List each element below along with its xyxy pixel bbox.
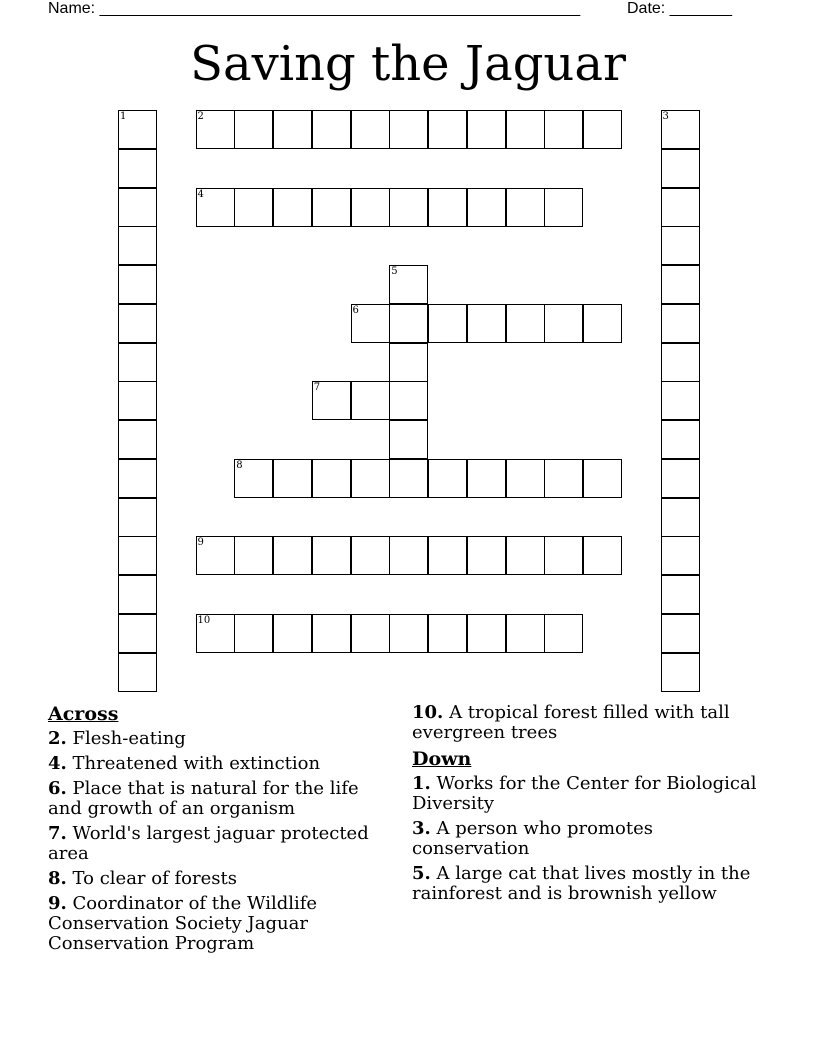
grid-cell[interactable] bbox=[583, 110, 622, 149]
grid-cell[interactable] bbox=[312, 614, 351, 653]
grid-cell[interactable] bbox=[389, 459, 428, 498]
grid-cell[interactable] bbox=[118, 149, 157, 188]
cell-number: 6 bbox=[352, 304, 359, 316]
clue-number: 1. bbox=[412, 773, 431, 794]
clue-text: A tropical forest filled with tall evergreen trees bbox=[412, 702, 730, 743]
across-clue-9 bbox=[48, 894, 378, 954]
clue-text: Place that is natural for the life and growth of an organism bbox=[48, 778, 359, 819]
grid-cell[interactable] bbox=[544, 614, 583, 653]
grid-cell[interactable] bbox=[583, 304, 622, 343]
down-heading: Down bbox=[412, 748, 472, 770]
grid-cell[interactable] bbox=[312, 110, 351, 149]
grid-cell[interactable] bbox=[506, 536, 545, 575]
clue-number: 8. bbox=[48, 868, 67, 889]
clue-number: 6. bbox=[48, 778, 67, 799]
across-clue-8 bbox=[48, 869, 378, 889]
across-clue-6 bbox=[48, 779, 378, 819]
grid-cell[interactable] bbox=[351, 381, 390, 420]
grid-cell[interactable] bbox=[118, 265, 157, 304]
grid-cell[interactable] bbox=[428, 614, 467, 653]
grid-cell[interactable] bbox=[544, 110, 583, 149]
clue-number: 2. bbox=[48, 728, 67, 749]
grid-cell[interactable] bbox=[467, 110, 506, 149]
grid-cell[interactable] bbox=[583, 459, 622, 498]
clue-text: A person who promotes conservation bbox=[412, 818, 653, 859]
grid-cell[interactable] bbox=[389, 304, 428, 343]
grid-cell[interactable] bbox=[661, 381, 700, 420]
grid-cell[interactable] bbox=[428, 536, 467, 575]
page-title: Saving the Jaguar bbox=[190, 36, 626, 92]
grid-cell[interactable] bbox=[351, 188, 390, 227]
grid-cell[interactable] bbox=[661, 304, 700, 343]
clues-right-column bbox=[412, 703, 772, 909]
cell-number: 8 bbox=[236, 459, 243, 471]
grid-cell[interactable] bbox=[118, 343, 157, 382]
grid-cell[interactable] bbox=[661, 343, 700, 382]
grid-cell[interactable] bbox=[389, 110, 428, 149]
grid-cell[interactable] bbox=[351, 459, 390, 498]
grid-cell[interactable] bbox=[312, 459, 351, 498]
grid-cell[interactable] bbox=[467, 459, 506, 498]
grid-cell[interactable] bbox=[506, 304, 545, 343]
grid-cell[interactable] bbox=[118, 498, 157, 537]
across-clue-7 bbox=[48, 824, 378, 864]
cell-number: 3 bbox=[662, 111, 669, 122]
grid-cell[interactable] bbox=[467, 188, 506, 227]
date-field: Date: _______ bbox=[627, 0, 732, 17]
grid-cell[interactable] bbox=[389, 188, 428, 227]
grid-cell[interactable] bbox=[661, 575, 700, 614]
grid-cell[interactable] bbox=[196, 614, 235, 653]
grid-cell[interactable] bbox=[467, 536, 506, 575]
clue-text: Threatened with extinction bbox=[72, 753, 321, 774]
grid-cell[interactable] bbox=[389, 420, 428, 459]
grid-cell[interactable] bbox=[428, 459, 467, 498]
grid-cell[interactable] bbox=[273, 614, 312, 653]
grid-cell[interactable] bbox=[234, 110, 273, 149]
grid-cell[interactable] bbox=[389, 536, 428, 575]
grid-cell[interactable] bbox=[118, 226, 157, 265]
clue-number: 7. bbox=[48, 823, 67, 844]
cell-number: 9 bbox=[197, 537, 204, 549]
grid-cell[interactable] bbox=[351, 614, 390, 653]
grid-cell[interactable] bbox=[234, 188, 273, 227]
grid-cell[interactable] bbox=[196, 536, 235, 575]
grid-cell[interactable] bbox=[234, 459, 273, 498]
grid-cell[interactable] bbox=[661, 110, 700, 149]
across-clue-10 bbox=[412, 703, 772, 743]
clue-number: 4. bbox=[48, 753, 67, 774]
grid-cell[interactable] bbox=[273, 110, 312, 149]
grid-cell[interactable] bbox=[351, 110, 390, 149]
across-clue-4 bbox=[48, 754, 378, 774]
grid-cell[interactable] bbox=[389, 614, 428, 653]
grid-cell[interactable] bbox=[312, 536, 351, 575]
grid-cell[interactable] bbox=[506, 459, 545, 498]
clue-number: 3. bbox=[412, 818, 431, 839]
grid-cell[interactable] bbox=[467, 614, 506, 653]
grid-cell[interactable] bbox=[118, 381, 157, 420]
grid-cell[interactable] bbox=[234, 614, 273, 653]
across-heading: Across bbox=[48, 703, 119, 725]
grid-cell[interactable] bbox=[118, 459, 157, 498]
grid-cell[interactable] bbox=[273, 188, 312, 227]
cell-number: 2 bbox=[197, 111, 204, 122]
grid-cell[interactable] bbox=[661, 614, 700, 653]
grid-cell[interactable] bbox=[389, 343, 428, 382]
grid-cell[interactable] bbox=[467, 304, 506, 343]
clues-left-column bbox=[48, 703, 378, 959]
cell-number: 5 bbox=[391, 266, 398, 277]
clue-number: 9. bbox=[48, 893, 67, 914]
grid-cell[interactable] bbox=[118, 188, 157, 227]
clue-text: Flesh-eating bbox=[72, 728, 186, 749]
grid-cell[interactable] bbox=[544, 188, 583, 227]
grid-cell[interactable] bbox=[118, 420, 157, 459]
grid-cell[interactable] bbox=[661, 265, 700, 304]
down-clue-3 bbox=[412, 819, 772, 859]
grid-cell[interactable] bbox=[661, 498, 700, 537]
grid-cell[interactable] bbox=[661, 536, 700, 575]
grid-cell[interactable] bbox=[544, 304, 583, 343]
down-clue-5 bbox=[412, 864, 772, 904]
grid-cell[interactable] bbox=[389, 381, 428, 420]
grid-cell[interactable] bbox=[661, 459, 700, 498]
grid-cell[interactable] bbox=[196, 110, 235, 149]
grid-cell[interactable] bbox=[312, 381, 351, 420]
clue-text: Works for the Center for Biological Diversity bbox=[412, 773, 757, 814]
grid-cell[interactable] bbox=[506, 614, 545, 653]
grid-cell[interactable] bbox=[273, 459, 312, 498]
grid-cell[interactable] bbox=[118, 110, 157, 149]
grid-cell[interactable] bbox=[428, 304, 467, 343]
grid-cell[interactable] bbox=[118, 653, 157, 692]
grid-cell[interactable] bbox=[118, 614, 157, 653]
grid-cell[interactable] bbox=[389, 265, 428, 304]
grid-cell[interactable] bbox=[351, 304, 390, 343]
clue-number: 10. bbox=[412, 702, 444, 723]
name-field: Name: ______________________________________________________ bbox=[48, 0, 581, 17]
grid-cell[interactable] bbox=[118, 536, 157, 575]
grid-cell[interactable] bbox=[428, 110, 467, 149]
grid-cell[interactable] bbox=[661, 188, 700, 227]
down-clue-1 bbox=[412, 774, 772, 814]
clue-text: Coordinator of the Wildlife Conservation Society Jaguar Conservation Program bbox=[48, 893, 318, 954]
grid-cell[interactable] bbox=[661, 226, 700, 265]
grid-cell[interactable] bbox=[196, 188, 235, 227]
grid-cell[interactable] bbox=[506, 188, 545, 227]
grid-cell[interactable] bbox=[118, 575, 157, 614]
cell-number: 7 bbox=[313, 382, 321, 394]
grid-cell[interactable] bbox=[661, 149, 700, 188]
grid-cell[interactable] bbox=[312, 188, 351, 227]
grid-cell[interactable] bbox=[506, 110, 545, 149]
grid-cell[interactable] bbox=[118, 304, 157, 343]
grid-cell[interactable] bbox=[544, 459, 583, 498]
clue-text: To clear of forests bbox=[72, 868, 237, 889]
grid-cell[interactable] bbox=[428, 188, 467, 227]
grid-cell[interactable] bbox=[544, 536, 583, 575]
across-clue-2 bbox=[48, 729, 378, 749]
cell-number: 10 bbox=[197, 614, 211, 626]
cell-number: 1 bbox=[120, 111, 127, 122]
grid-cell[interactable] bbox=[234, 536, 273, 575]
grid-cell[interactable] bbox=[583, 536, 622, 575]
grid-cell[interactable] bbox=[351, 536, 390, 575]
cell-number: 4 bbox=[197, 188, 204, 200]
clue-number: 5. bbox=[412, 863, 431, 884]
clue-text: World's largest jaguar protected area bbox=[48, 823, 369, 864]
clue-text: A large cat that lives mostly in the rainforest and is brownish yellow bbox=[412, 863, 751, 904]
grid-cell[interactable] bbox=[661, 653, 700, 692]
grid-cell[interactable] bbox=[273, 536, 312, 575]
grid-cell[interactable] bbox=[661, 420, 700, 459]
